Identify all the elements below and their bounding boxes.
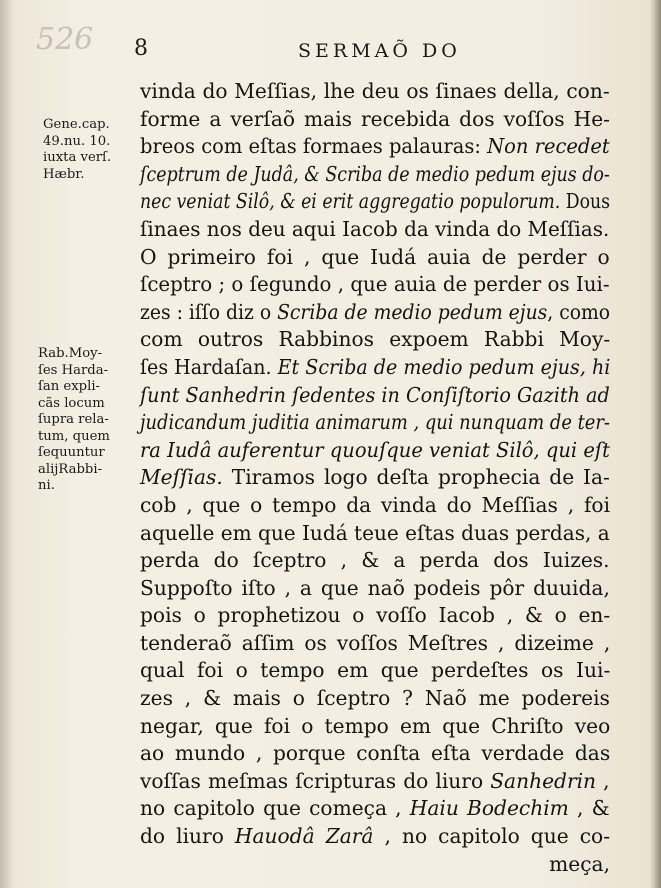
- italic-text-segment: nec veniat Silô, & ei erit aggregatio populorum.: [140, 189, 561, 214]
- body-line: [140, 78, 610, 106]
- text-segment: , como: [547, 299, 611, 324]
- italic-text-segment: Meſſias.: [140, 465, 223, 490]
- body-line: [140, 851, 610, 879]
- body-line: [140, 630, 610, 658]
- italic-text-segment: Scriba de medio pedum ejus: [277, 299, 548, 324]
- italic-text-segment: Non recedet: [487, 134, 610, 159]
- body-line: [140, 685, 610, 713]
- text-segment: , no capitolo que co-: [373, 824, 611, 849]
- italic-text-segment: Hauodâ Zarâ: [234, 824, 374, 849]
- text-segment: vinda do Meſſias, lhe deu os ſinaes della, con-: [140, 79, 610, 103]
- italic-text-segment: Haiu Bodechim: [409, 796, 569, 821]
- italic-text-segment: judicandum juditia animarum , qui nunquam de ter-: [140, 410, 610, 435]
- text-segment: perda do ſceptro , & a perda dos Iuizes.: [140, 548, 610, 573]
- text-segment: do liuro: [140, 824, 235, 849]
- body-line: [140, 354, 611, 382]
- faded-page-mark: 526: [36, 22, 94, 57]
- body-line: [140, 657, 610, 685]
- gutter-shadow: [0, 0, 14, 888]
- body-line: [140, 326, 610, 354]
- italic-text-segment: ſunt Sanhedrin ſedentes in Conſiſtorio Gazith ad: [140, 382, 610, 407]
- text-segment: qual foi o tempo em que perdeſtes os Iui-: [140, 658, 611, 683]
- text-segment: tenderaõ aſſim os voſſos Meſtres , dizeime ,: [140, 630, 611, 655]
- margin-note-rabbi: [38, 346, 110, 495]
- text-segment: O primeiro foi , que Iudá auia de perder o: [140, 244, 610, 269]
- text-segment: forme a verſaõ mais recebida dos voſſos He-: [140, 106, 610, 131]
- body-line: [140, 713, 610, 741]
- text-segment: voſſas meſmas ſcripturas do liuro: [140, 768, 491, 793]
- body-line: [140, 520, 610, 548]
- text-segment: Dous: [560, 189, 611, 214]
- text-segment: ſes Hardaſan.: [140, 354, 278, 379]
- text-segment: ſinaes nos deu aqui Iacob da vinda do Meſſias.: [140, 216, 610, 241]
- body-line: [140, 161, 610, 189]
- text-segment: Tiramos logo deſta prophecia de Ia-: [222, 465, 610, 490]
- text-segment: zes , & mais o ſceptro ? Naõ me podereis: [140, 686, 610, 711]
- text-segment: negar, que foi o tempo em que Chriſto veo: [140, 713, 611, 738]
- body-line: [140, 464, 610, 492]
- text-segment: ao mundo , porque conſta eſta verdade das: [140, 741, 611, 766]
- margin-note-line: cãs locum: [38, 395, 105, 411]
- margin-note-line: ſequuntur: [38, 445, 105, 460]
- margin-note-line: Hæbr.: [43, 166, 85, 182]
- body-line: [140, 106, 610, 134]
- italic-text-segment: Et Scriba de medio pedum ejus, hi: [277, 354, 611, 379]
- italic-text-segment: ra Iudâ auferentur quouſque veniat Silô, qui eſt: [140, 437, 610, 462]
- body-line: [140, 575, 610, 603]
- margin-note-line: Rab.Moy-: [38, 346, 103, 361]
- margin-note-genesis: [43, 117, 111, 183]
- body-line: [140, 823, 610, 851]
- text-segment: Suppoſto iſto , a que naõ podeis pôr duuida,: [140, 575, 610, 600]
- text-segment: meça,: [549, 851, 610, 876]
- margin-note-line: 49.nu. 10.: [43, 133, 111, 149]
- margin-note-line: ſes Harda-: [38, 362, 109, 378]
- italic-text-segment: ſceptrum de Judâ, & Scriba de medio pedum ejus do-: [140, 161, 610, 186]
- text-segment: ſceptro ; o ſegundo , que auia de perder os Iui-: [140, 272, 610, 297]
- body-line: [140, 216, 610, 244]
- body-line: [140, 409, 610, 437]
- margin-note-line: Gene.cap.: [43, 117, 110, 132]
- body-line: [140, 244, 610, 272]
- body-line: [140, 547, 610, 575]
- body-line: [140, 437, 610, 465]
- body-line: [140, 492, 610, 520]
- page-edge: [649, 0, 661, 888]
- body-line: [140, 795, 610, 823]
- text-segment: no capitolo que começa ,: [140, 796, 410, 821]
- sermon-body-text: [140, 78, 610, 878]
- body-line: [140, 740, 610, 768]
- margin-note-line: tum, quem: [38, 428, 110, 444]
- margin-note-line: iuxta verſ.: [43, 150, 112, 165]
- body-line: [140, 133, 610, 161]
- text-segment: zes : iſſo diz o: [140, 299, 278, 324]
- text-segment: breos com eſtas formaes palauras:: [140, 134, 488, 159]
- margin-note-line: ni.: [38, 478, 55, 493]
- body-line: [140, 188, 611, 216]
- margin-note-line: ſan expli-: [38, 379, 101, 394]
- text-segment: aquelle em que Iudá teue eſtas duas perdas, a: [140, 520, 610, 545]
- margin-note-line: alijRabbi-: [38, 461, 103, 477]
- running-head: SERMAÕ DO: [298, 40, 461, 62]
- text-segment: , &: [568, 796, 610, 821]
- body-line: [140, 382, 610, 410]
- margin-note-line: ſupra rela-: [38, 412, 109, 427]
- page-number: 8: [134, 36, 148, 61]
- italic-text-segment: Sanhedrin: [490, 768, 597, 793]
- text-segment: cob , que o tempo da vinda do Meſſias , foi: [140, 492, 611, 517]
- body-line: [140, 271, 610, 299]
- text-segment: com outros Rabbinos expoem Rabbi Moy-: [140, 327, 611, 352]
- text-segment: ,: [596, 768, 610, 793]
- body-line: [140, 602, 610, 630]
- text-segment: pois o prophetizou o voſſo Iacob , & o en-: [140, 603, 611, 628]
- body-line: [140, 299, 611, 327]
- body-line: [140, 768, 610, 796]
